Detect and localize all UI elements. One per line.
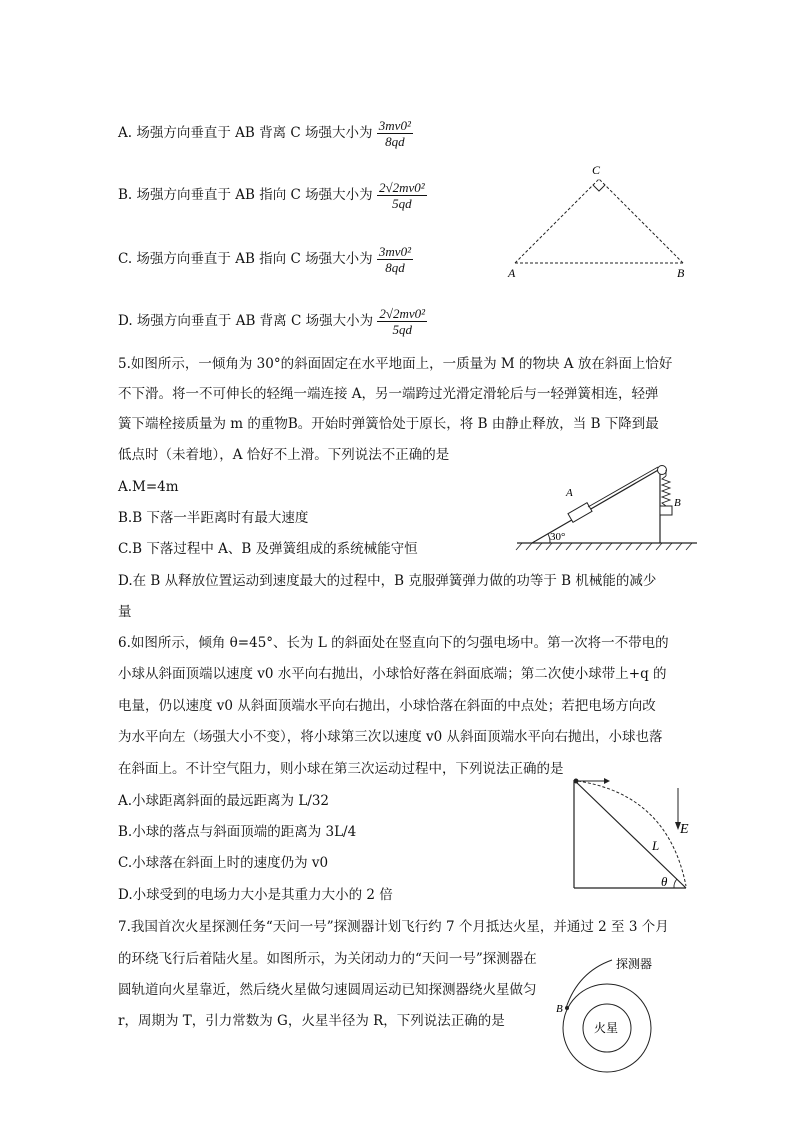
block-a-label: A <box>566 487 573 499</box>
weight-b <box>660 506 672 515</box>
triangle-side-bc <box>599 179 683 263</box>
q4-option-d <box>118 306 427 337</box>
q7-line-2: 的环绕飞行后着陆火星。如图所示，为关闭动力的“天问一号”探测器在 <box>118 951 537 967</box>
q5-option-d: D.在 B 从释放位置运动到速度最大的过程中，B 克服弹簧弹力做的功等于 B 机械能的减少 <box>118 573 657 589</box>
q7-mars-orbit-figure <box>552 950 692 1075</box>
spring <box>662 476 670 506</box>
ground-hatching <box>516 543 692 550</box>
q6-option-b: B.小球的落点与斜面顶端的距离为 3L/4 <box>118 824 357 840</box>
q4-option-b-text: B. 场强方向垂直于 AB 指向 C 场强大小为 <box>118 187 373 203</box>
label-b-point: B <box>556 1003 563 1015</box>
weight-b-label: B <box>674 497 681 509</box>
q4-option-c <box>118 244 413 275</box>
q6-line-3: 电量，仍以速度 v0 从斜面顶端水平向右抛出，小球恰落在斜面的中点处；若把电场方向改 <box>118 698 656 714</box>
angle-label: 30° <box>550 531 566 543</box>
point-b <box>565 1006 569 1010</box>
q5-incline-figure <box>512 458 702 558</box>
q6-option-a: A.小球距离斜面的最远距离为 L/32 <box>118 793 330 809</box>
label-c: C <box>592 163 601 177</box>
q4-option-d-fraction: $\frac{\text{2√2mv0²}}{5qd}$ <box>379 306 426 337</box>
label-e: E <box>680 822 689 837</box>
q5-line-3: 簧下端栓接质量为 m 的重物B。开始时弹簧恰处于原长，将 B 由静止释放，当 B 下降到最 <box>118 416 659 432</box>
q7-line-1: 7.我国首次火星探测任务“天问一号”探测器计划飞行约 7 个月抵达火星，并通过 2 至 3 个月 <box>118 919 669 935</box>
q4-option-b-fraction: $\frac{\text{2√2mv0²}}{5qd}$ <box>378 180 425 211</box>
q4-option-a-fraction: $\frac{\text{3mv0²}}{8qd}$ <box>378 118 411 149</box>
rope-incline <box>588 467 658 507</box>
right-angle-mark <box>593 185 605 191</box>
q6-line-1: 6.如图所示，倾角 θ=45°、长为 L 的斜面处在竖直向下的匀强电场中。第一次将一不带电的 <box>118 635 669 651</box>
q5-option-b: B.B 下落一半距离时有最大速度 <box>118 510 309 526</box>
q5-line-4: 低点时（未着地），A 恰好不上滑。下列说法不正确的是 <box>118 447 450 463</box>
q4-option-c-fraction: $\frac{\text{3mv0²}}{8qd}$ <box>378 244 411 275</box>
q4-triangle-figure <box>500 160 720 290</box>
label-theta: θ <box>661 874 668 889</box>
q5-option-d-cont: 量 <box>118 604 132 620</box>
q4-option-c-text: C. 场强方向垂直于 AB 指向 C 场强大小为 <box>118 251 373 267</box>
q5-option-a: A.M=4m <box>118 479 179 495</box>
mars-label: 火星 <box>594 1021 619 1035</box>
label-b: B <box>677 266 685 280</box>
trajectory-dashed <box>578 781 686 886</box>
q6-option-d: D.小球受到的电场力大小是其重力大小的 2 倍 <box>118 887 393 903</box>
slope-hypotenuse <box>574 780 686 888</box>
ball <box>574 779 579 784</box>
q5-option-c: C.B 下落过程中 A、B 及弹簧组成的系统械能守恒 <box>118 541 418 557</box>
q4-option-a-text: A. 场强方向垂直于 AB 背离 C 场强大小为 <box>118 125 373 141</box>
q4-option-d-text: D. 场强方向垂直于 AB 背离 C 场强大小为 <box>118 313 374 329</box>
q5-line-1: 5.如图所示，一倾角为 30°的斜面固定在水平地面上，一质量为 M 的物块 A 放在斜面上恰好 <box>118 356 673 372</box>
q6-option-c: C.小球落在斜面上时的速度仍为 v0 <box>118 855 329 871</box>
q7-line-4: r，周期为 T，引力常数为 G，火星半径为 R，下列说法正确的是 <box>118 1013 505 1029</box>
q4-option-a <box>118 118 413 149</box>
label-a: A <box>508 266 516 280</box>
q6-line-5: 在斜面上。不计空气阻力，则小球在第三次运动过程中，下列说法正确的是 <box>118 761 564 777</box>
triangle-side-ac <box>515 179 599 263</box>
q4-option-b <box>118 180 427 211</box>
q7-line-3: 圆轨道向火星靠近，然后绕火星做匀速圆周运动已知探测器绕火星做匀 <box>118 982 537 998</box>
label-l: L <box>652 838 660 853</box>
q6-line-2: 小球从斜面顶端以速度 v0 水平向右抛出，小球恰好落在斜面底端；第二次使小球带上+q 的 <box>118 666 667 682</box>
q6-line-4: 为水平向左（场强大小不变），将小球第三次以速度 v0 从斜面顶端水平向右抛出，小球也落 <box>118 729 663 745</box>
pulley <box>658 466 667 475</box>
theta-arc <box>674 879 677 888</box>
q5-line-2: 不下滑。将一不可伸长的轻绳一端连接 A，另一端跨过光滑定滑轮后与一轻弹簧相连，轻弹 <box>118 386 659 402</box>
probe-label: 探测器 <box>616 957 653 971</box>
velocity-arrowhead <box>604 778 610 784</box>
q6-slope-figure <box>568 770 708 895</box>
block-a <box>568 503 592 523</box>
